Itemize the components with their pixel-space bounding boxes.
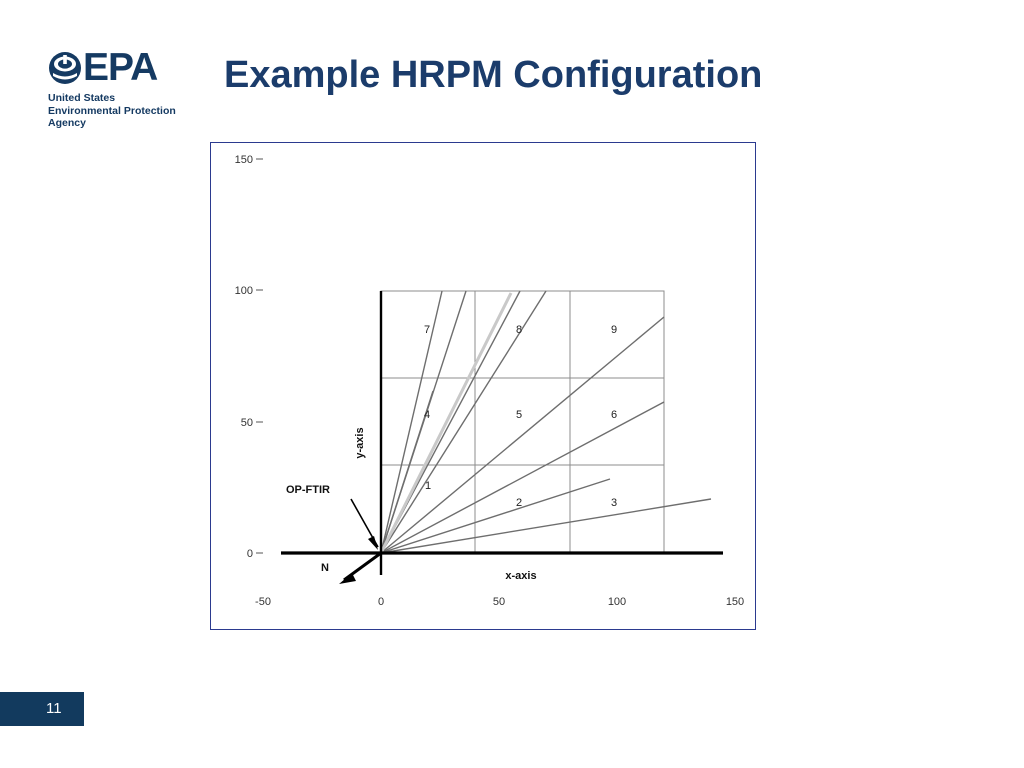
x-tick-label: -50: [255, 596, 271, 608]
page-number: 11: [46, 700, 62, 717]
epa-agency-line-1: United States: [48, 92, 116, 104]
beam-label-6: 6: [611, 409, 618, 421]
beam-label-3: 3: [611, 497, 618, 509]
beam-label-4: 4: [424, 409, 431, 421]
hrpm-configuration-figure: [210, 142, 756, 630]
y-tick-label: 150: [234, 154, 253, 166]
epa-logo-top: [48, 46, 248, 90]
y-axis-label: y-axis: [354, 427, 366, 459]
op-ftir-label: OP-FTIR: [286, 484, 330, 496]
x-tick-label: 0: [377, 596, 385, 608]
beam-label-1: 1: [425, 480, 432, 492]
y-tick-label: 50: [240, 417, 253, 429]
epa-wordmark: EPA: [83, 46, 158, 89]
beam-label-9: 9: [611, 324, 618, 336]
x-axis-label: x-axis: [505, 570, 537, 582]
y-tick-label: 0: [246, 548, 253, 560]
beam-label-2: 2: [516, 497, 523, 509]
epa-seal-icon: [48, 51, 82, 85]
north-label: N: [321, 562, 329, 574]
page-title: Example HRPM Configuration: [224, 54, 763, 96]
epa-agency-line-2: Environmental Protection: [48, 104, 176, 117]
x-tick-label: 150: [725, 596, 745, 608]
epa-agency-text: [48, 92, 248, 130]
page-number-bar: [0, 692, 84, 726]
beam-label-8: 8: [516, 324, 523, 336]
figure-background: [211, 143, 754, 628]
beam-label-7: 7: [424, 324, 431, 336]
y-tick-label: 100: [234, 285, 253, 297]
epa-logo: [48, 46, 248, 138]
x-tick-label: 50: [492, 596, 506, 608]
x-tick-label: 100: [607, 596, 627, 608]
hrpm-diagram-svg: [211, 143, 754, 628]
epa-agency-line-3: Agency: [48, 117, 86, 129]
beam-label-5: 5: [516, 409, 523, 421]
